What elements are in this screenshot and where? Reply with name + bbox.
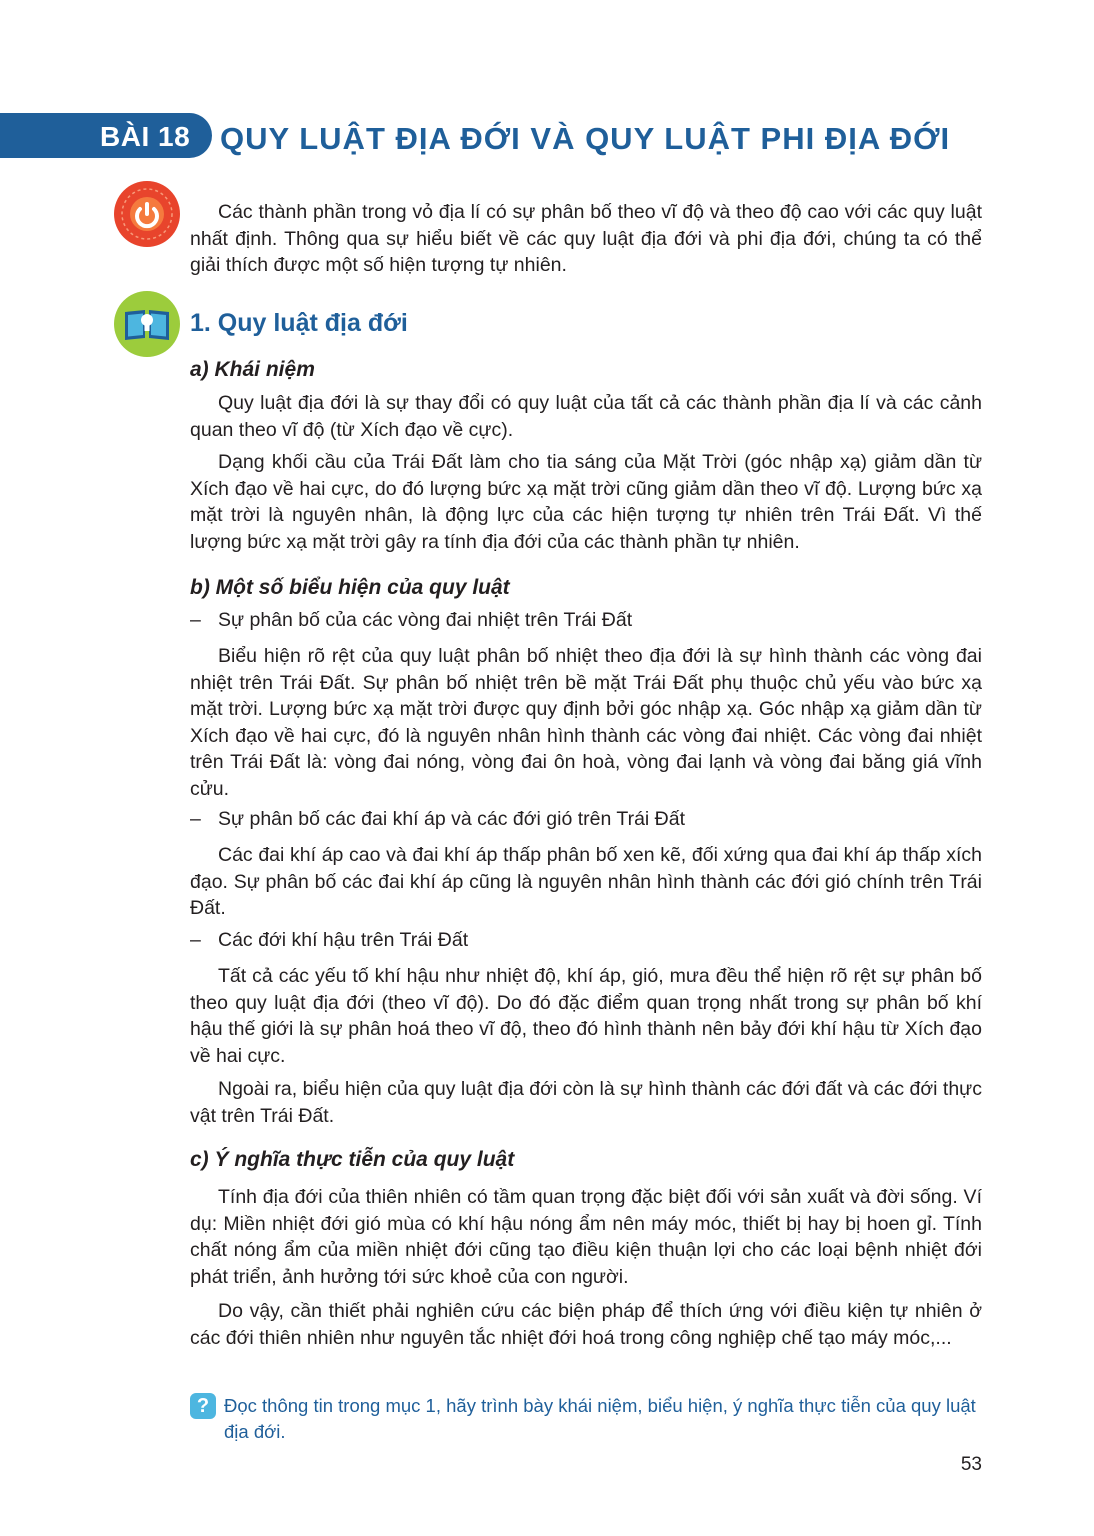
lesson-label: BÀI 18 (100, 121, 191, 152)
heat-belts-paragraph: Biểu hiện rõ rệt của quy luật phân bố nhiệt theo địa đới là sự hình thành các vòng đai nhiệt trên Trái Đất. Sự phân bố nhiệt trên bề mặt Trái Đất phụ thuộc chủ yếu vào bức xạ mặt trời. Lượng bức xạ mặt trời được quy định bởi góc nhập xạ. Góc nhập xạ giảm dần từ Xích đạo về hai cực, đó là nguyên nhân hình thành các vòng đai nhiệt. Các vòng đai nhiệt trên Trái Đất là: vòng đai nóng, vòng đai ôn hoà, vòng đai lạnh và vòng đai băng giá vĩnh cửu. (190, 645, 982, 800)
bullet-text: Các đới khí hậu trên Trái Đất (218, 929, 469, 951)
bullet-text: Sự phân bố các đai khí áp và các đới gió trên Trái Đất (218, 808, 686, 830)
bullet-dash: – (190, 929, 201, 951)
significance-paragraph: Tính địa đới của thiên nhiên có tầm quan trọng đặc biệt đối với sản xuất và đời sống. Ví dụ: Miền nhiệt đới gió mùa có khí hậu nóng ẩm nên máy móc, thiết bị hay bị hoen gỉ. Tính chất nóng ẩm của miền nhiệt đới cũng tạo điều kiện thuận lợi cho các loại bệnh nhiệt đới phát triển, ảnh hưởng tới sức khoẻ của con người. (190, 1186, 982, 1288)
bullet-dash: – (190, 808, 201, 830)
subsection-c-heading: c) Ý nghĩa thực tiễn của quy luật (190, 1148, 515, 1171)
page-number: 53 (960, 1454, 982, 1475)
climate-zones-paragraph: Tất cả các yếu tố khí hậu như nhiệt độ, khí áp, gió, mưa đều thể hiện rõ rệt sự phân bố theo quy luật địa đới (theo vĩ độ). Do đó đặc điểm quan trọng nhất trong sự phân bố khí hậu thế giới là sự phân hoá theo vĩ độ, theo đó hình thành nên bảy đới khí hậu từ Xích đạo về hai cực. (190, 965, 982, 1067)
subsection-a-heading: a) Khái niệm (190, 358, 315, 381)
adaptation-paragraph: Do vậy, cần thiết phải nghiên cứu các biện pháp để thích ứng với điều kiện tự nhiên ở các đới thiên nhiên như nguyên tắc nhiệt đới hoá trong công nghiệp chế tạo máy móc,... (190, 1300, 982, 1349)
bullet-dash: – (190, 609, 201, 631)
soil-vegetation-paragraph: Ngoài ra, biểu hiện của quy luật địa đới còn là sự hình thành các đới đất và các đới thực vật trên Trái Đất. (190, 1078, 982, 1127)
power-icon (113, 180, 181, 248)
intro-paragraph: Các thành phần trong vỏ địa lí có sự phân bố theo vĩ độ và theo độ cao với các quy luật nhất định. Thông qua sự hiểu biết về các quy luật địa đới và phi địa đới, chúng ta có thể giải thích được một số hiện tượng tự nhiên. (190, 201, 982, 276)
bullet-heat-belts (190, 607, 982, 634)
bullet-climate-zones (190, 927, 982, 954)
pressure-belts-paragraph: Các đai khí áp cao và đai khí áp thấp phân bố xen kẽ, đối xứng qua đai khí áp thấp xích đạo. Sự phân bố các đai khí áp cũng là nguyên nhân hình thành các đới gió chính trên Trái Đất. (190, 844, 982, 919)
bullet-text: Sự phân bố của các vòng đai nhiệt trên Trái Đất (218, 609, 633, 631)
open-book-icon (113, 290, 181, 358)
definition-paragraph: Quy luật địa đới là sự thay đổi có quy luật của tất cả các thành phần địa lí và các cảnh quan theo vĩ độ (từ Xích đạo về cực). (190, 392, 982, 441)
question-text: Đọc thông tin trong mục 1, hãy trình bày khái niệm, biểu hiện, ý nghĩa thực tiễn của quy luật địa đới. (224, 1395, 976, 1442)
lesson-title: QUY LUẬT ĐỊA ĐỚI VÀ QUY LUẬT PHI ĐỊA ĐỚI (220, 121, 951, 156)
cause-paragraph: Dạng khối cầu của Trái Đất làm cho tia sáng của Mặt Trời (góc nhập xạ) giảm dần từ Xích đạo về hai cực, do đó lượng bức xạ mặt trời cũng giảm dần theo vĩ độ. Lượng bức xạ mặt trời là nguyên nhân, là động lực của các hiện tượng tự nhiên trên Trái Đất. Vì thế lượng bức xạ mặt trời gây ra tính địa đới của các thành phần tự nhiên. (190, 451, 982, 553)
section-heading: 1. Quy luật địa đới (190, 309, 408, 337)
subsection-b-heading: b) Một số biểu hiện của quy luật (190, 576, 510, 599)
question-icon: ? (190, 1393, 216, 1419)
bullet-pressure-belts (190, 806, 982, 833)
